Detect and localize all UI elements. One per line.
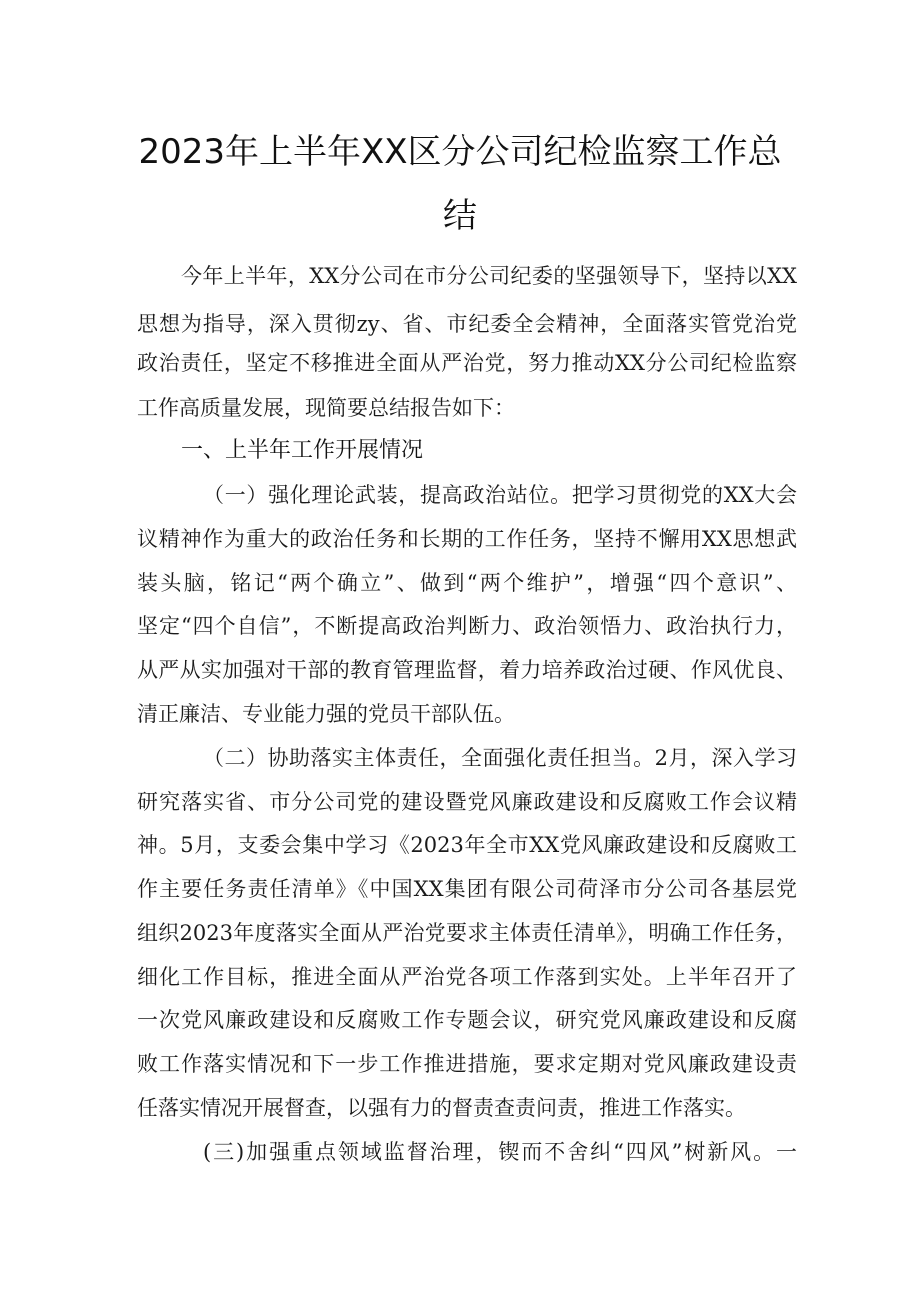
paragraph-line: 作主要任务责任清单》《中国XX集团有限公司荷泽市分公司各基层党 [137,877,797,901]
paragraph-line: (三)加强重点领域监督治理，锲而不舍纠“四风”树新风。一 [203,1140,797,1164]
paragraph-line: （二）协助落实主体责任，全面强化责任担当。2月，深入学习 [203,746,797,770]
paragraph-line: 议精神作为重大的政治任务和长期的工作任务，坚持不懈用XX思想武 [137,527,797,551]
paragraph-line: （一）强化理论武装，提高政治站位。把学习贯彻党的XX大会 [203,483,797,507]
intro-line: 政治责任，坚定不移推进全面从严治党，努力推动XX分公司纪检监察 [137,351,797,375]
document-title-line-1: 2023年上半年XX区分公司纪检监察工作总 [138,132,782,172]
document-title-line-2: 结 [443,196,477,236]
intro-line: 工作高质量发展，现简要总结报告如下： [137,396,515,420]
paragraph-line: 任落实情况开展督查，以强有力的督责查责问责，推进工作落实。 [137,1096,746,1120]
section-heading: 一、上半年工作开展情况 [181,438,424,463]
intro-line: 今年上半年，XX分公司在市分公司纪委的坚强领导下，坚持以XX [181,264,797,288]
intro-line: 思想为指导，深入贯彻zy、省、市纪委全会精神，全面落实管党治党 [137,312,797,336]
paragraph-line: 从严从实加强对干部的教育管理监督，着力培养政治过硬、作风优良、 [137,658,797,682]
paragraph-line: 组织2023年度落实全面从严治党要求主体责任清单》，明确工作任务， [137,921,797,945]
paragraph-line: 清正廉洁、专业能力强的党员干部队伍。 [137,702,515,726]
paragraph-line: 神。5月，支委会集中学习《2023年全市XX党风廉政建设和反腐败工 [137,833,797,857]
paragraph-line: 坚定“四个自信”，不断提高政治判断力、政治领悟力、政治执行力， [137,614,797,638]
paragraph-line: 研究落实省、市分公司党的建设暨党风廉政建设和反腐败工作会议精 [137,790,797,814]
paragraph-line: 一次党风廉政建设和反腐败工作专题会议，研究党风廉政建设和反腐 [137,1008,797,1032]
paragraph-line: 败工作落实情况和下一步工作推进措施，要求定期对党风廉政建设责 [137,1052,797,1076]
paragraph-line: 细化工作目标，推进全面从严治党各项工作落到实处。上半年召开了 [137,965,797,989]
paragraph-line: 装头脑，铭记“两个确立”、做到“两个维护”，增强“四个意识”、 [137,571,797,595]
